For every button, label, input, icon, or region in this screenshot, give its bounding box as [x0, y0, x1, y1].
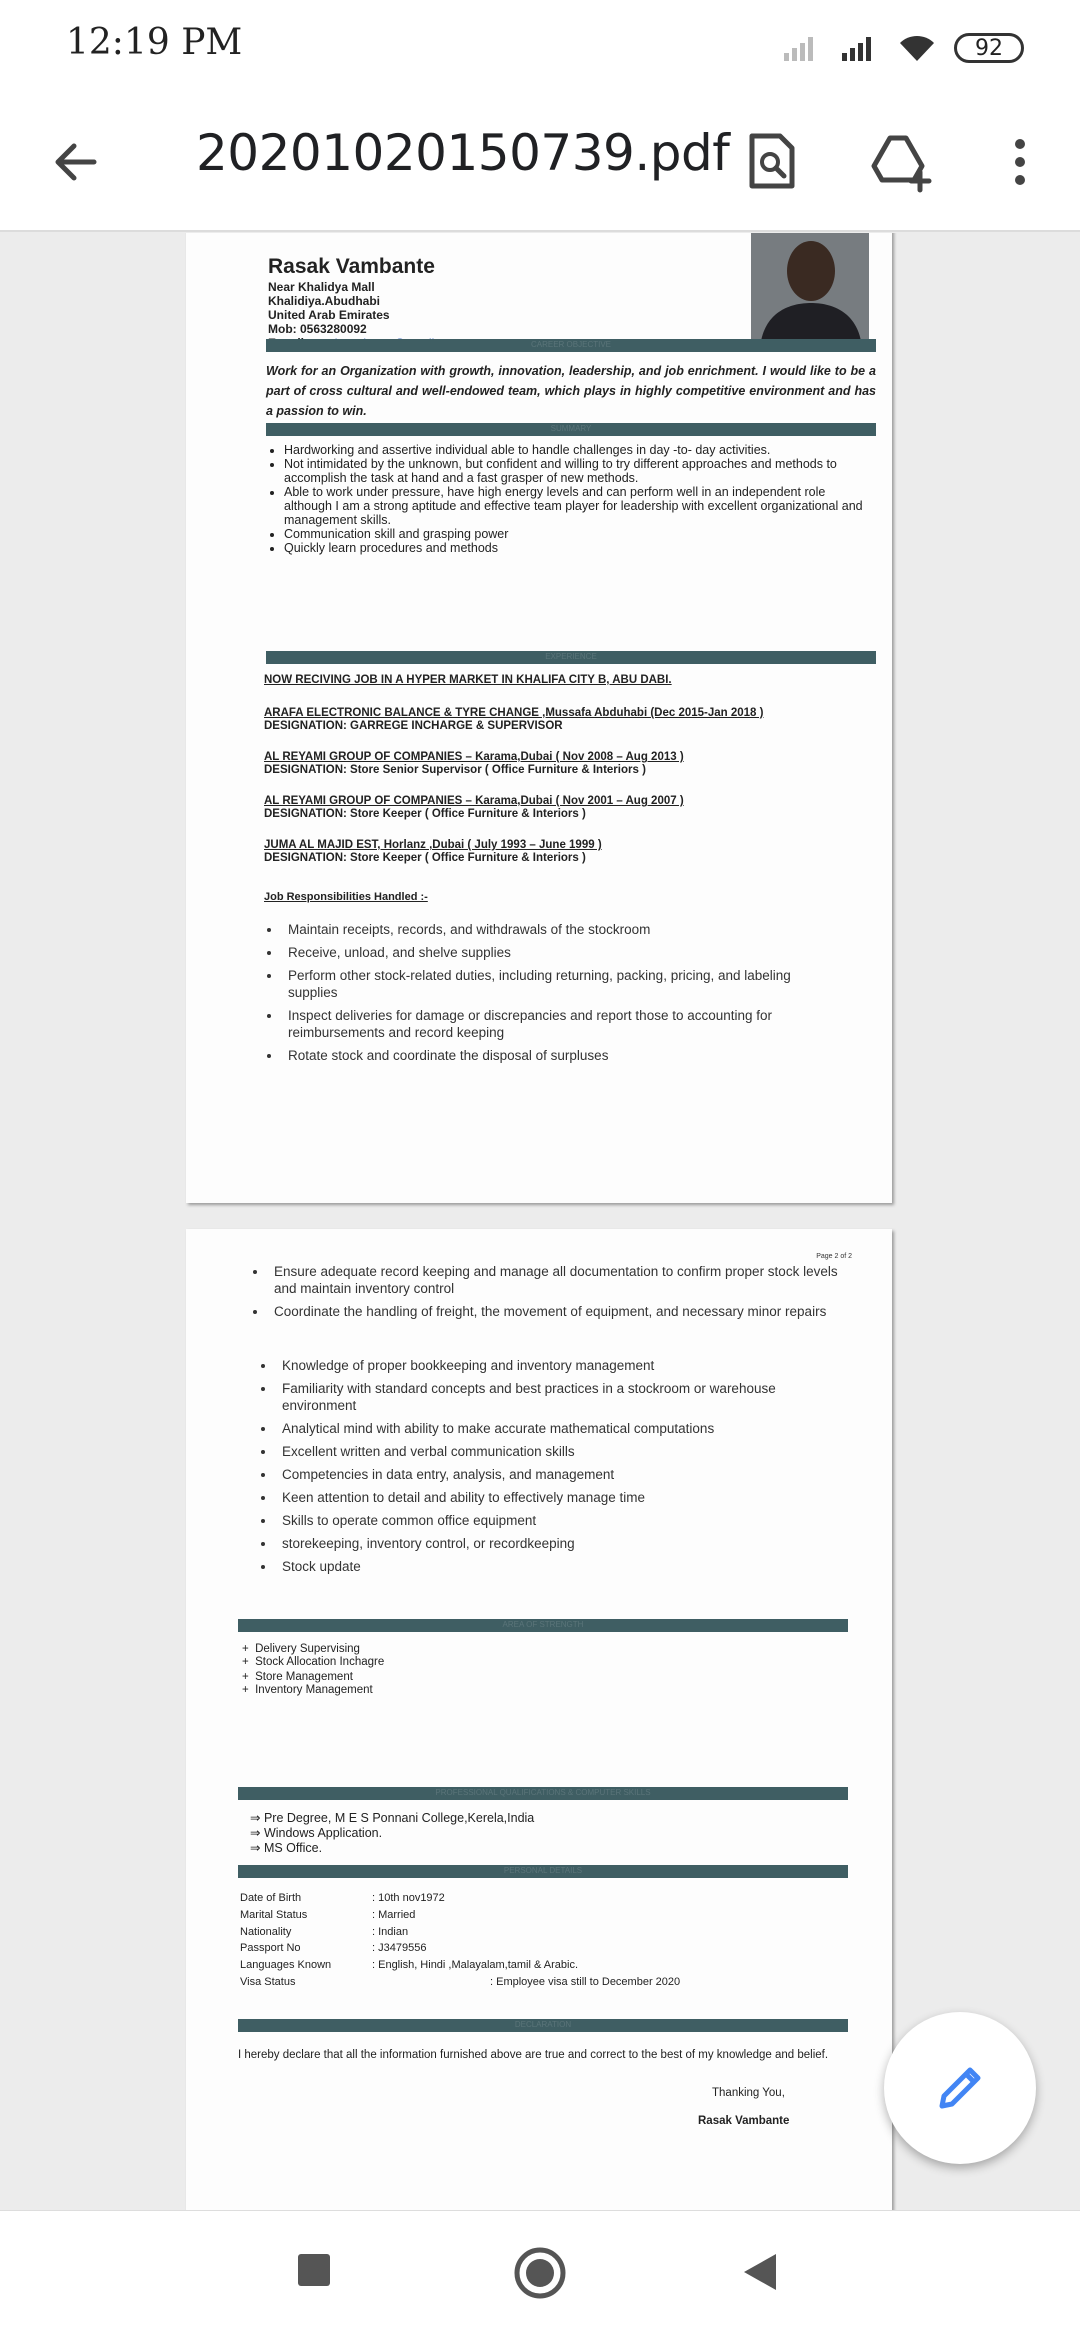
job-entry: [264, 795, 684, 821]
address-line: Khalidiya.Abudhabi: [268, 294, 381, 308]
table-row: Nationality : Indian: [240, 1925, 409, 1938]
list-item: • Coordinate the handling of freight, the movement of equipment, and necessary minor repairs: [268, 1303, 840, 1320]
list-item: • Communication skill and grasping power: [284, 527, 876, 541]
strengths-group: [242, 1671, 373, 1697]
section-band-label: AREA OF STRENGTH: [502, 1620, 584, 1629]
job-company: JUMA AL MAJID EST, Horlanz ,Dubai ( July 1993 – June 1999 ): [264, 839, 602, 851]
section-band-declaration: [238, 2019, 848, 2032]
table-row: Date of Birth : 10th nov1972: [240, 1892, 445, 1904]
back-button[interactable]: [40, 126, 112, 198]
education-list: [250, 1811, 534, 1856]
list-item: • Not intimidated by the unknown, but confident and willing to try different approaches and methods to accomplish the task at hand and a fast grasper of new methods.: [284, 457, 876, 485]
list-item: • Skills to operate common office equipment: [276, 1512, 838, 1529]
status-bar: [0, 0, 1080, 92]
job-company: AL REYAMI GROUP OF COMPANIES – Karama,Dubai ( Nov 2008 – Aug 2013 ): [264, 751, 684, 763]
job-entry: [264, 707, 763, 733]
current-job: [264, 674, 672, 687]
signal-weak-icon: [782, 33, 822, 63]
list-item: • Hardworking and assertive individual able to handle challenges in day -to- day activities.: [284, 443, 876, 457]
table-row: Marital Status : Married: [240, 1908, 416, 1921]
table-row: Visa Status : Employee visa still to December 2020: [240, 1975, 681, 1988]
system-nav-bar: [0, 2210, 1080, 2340]
signature-name: Rasak Vambante: [698, 2115, 790, 2127]
list-item: • Perform other stock-related duties, including returning, packing, pricing, and labeling supplies: [282, 967, 824, 1001]
find-in-page-button[interactable]: [736, 126, 808, 198]
recents-square-icon[interactable]: [298, 2254, 330, 2286]
job-entry: [264, 751, 684, 777]
section-band-personal: [238, 1865, 848, 1878]
person-portrait-icon: [751, 233, 869, 341]
section-band-experience: [266, 651, 876, 664]
education-item: ⇒ MS Office.: [250, 1841, 323, 1855]
status-time: 12:19 PM: [66, 22, 243, 63]
table-row: Languages Known : English, Hindi ,Malayalam,tamil & Arabic.: [240, 1959, 579, 1972]
summary-list: [266, 443, 876, 555]
section-band-career: [266, 339, 876, 352]
wifi-icon: [898, 33, 936, 63]
list-item: • Maintain receipts, records, and withdrawals of the stockroom: [282, 921, 824, 938]
list-item: • Stock update: [276, 1558, 838, 1575]
strength-item: + Delivery Supervising: [242, 1643, 360, 1655]
job-designation: DESIGNATION: Store Keeper ( Office Furniture & Interiors ): [264, 852, 586, 864]
address-line: United Arab Emirates: [268, 308, 390, 322]
status-icons: [782, 28, 1024, 68]
job-company: AL REYAMI GROUP OF COMPANIES – Karama,Dubai ( Nov 2001 – Aug 2007 ): [264, 795, 684, 807]
skills-list: [258, 1357, 838, 1581]
list-item: • Analytical mind with ability to make accurate mathematical computations: [276, 1420, 838, 1437]
list-item: • Competencies in data entry, analysis, and management: [276, 1466, 838, 1483]
list-item: • Knowledge of proper bookkeeping and inventory management: [276, 1357, 838, 1374]
job-entry: [264, 839, 602, 865]
strength-item: + Store Management: [242, 1671, 353, 1683]
list-item: • Excellent written and verbal communication skills: [276, 1443, 838, 1460]
thanks-text: Thanking You,: [712, 2087, 785, 2099]
battery-icon: [954, 33, 1024, 63]
responsibilities-list: [264, 921, 824, 1070]
section-band-label: EXPERIENCE: [545, 652, 597, 661]
applicant-name: Rasak Vambante: [268, 255, 435, 278]
list-item: • Able to work under pressure, have high energy levels and can perform well in an independent role although I am a strong aptitude and effective team player for leadership with excellent organizational and management skills.: [284, 485, 876, 527]
job-designation: DESIGNATION: Store Senior Supervisor ( Office Furniture & Interiors ): [264, 764, 646, 776]
personal-details-table: [238, 1889, 682, 1992]
list-item: • Familiarity with standard concepts and best practices in a stockroom or warehouse environment: [276, 1380, 838, 1414]
back-arrow-icon: [40, 126, 112, 198]
section-band-label: SUMMARY: [550, 424, 592, 433]
list-item: • Quickly learn procedures and methods: [284, 541, 876, 555]
section-band-label: CAREER OBJECTIVE: [530, 340, 611, 349]
education-item: ⇒ Windows Application.: [250, 1826, 383, 1840]
signal-strong-icon: [840, 33, 880, 63]
list-item: • Keen attention to detail and ability to effectively manage time: [276, 1489, 838, 1506]
current-job-text: NOW RECIVING JOB IN A HYPER MARKET IN KHALIFA CITY B, ABU DABI.: [264, 674, 672, 686]
responsibilities-heading: Job Responsibilities Handled :-: [264, 891, 428, 903]
education-item: ⇒ Pre Degree, M E S Ponnani College,Kerela,India: [250, 1811, 535, 1825]
phone-line: Mob: 0563280092: [268, 322, 367, 336]
back-triangle-icon[interactable]: [740, 2251, 780, 2293]
job-designation: DESIGNATION: GARREGE INCHARGE & SUPERVISOR: [264, 720, 563, 732]
home-circle-icon[interactable]: [512, 2245, 568, 2301]
more-vert-icon: [984, 126, 1056, 198]
edit-fab-button[interactable]: [884, 2012, 1036, 2164]
responsibilities-list-cont: [250, 1263, 840, 1326]
strengths-group: [242, 1643, 384, 1669]
app-bar: [0, 92, 1080, 232]
list-item: • storekeeping, inventory control, or recordkeeping: [276, 1535, 838, 1552]
document-title: 20201020150739.pdf: [196, 124, 730, 182]
list-item: • Rotate stock and coordinate the disposal of surpluses: [282, 1047, 824, 1064]
add-to-drive-icon: [864, 126, 936, 198]
table-row: Passport No : J3479556: [240, 1942, 427, 1955]
pdf-page-2: [186, 1229, 892, 2210]
list-item: • Ensure adequate record keeping and manage all documentation to confirm proper stock levels and maintain inventory control: [268, 1263, 840, 1297]
section-band-label: DECLARATION: [514, 2020, 572, 2029]
declaration-text: I hereby declare that all the information furnished above are true and correct to the best of my knowledge and belief.: [238, 2049, 829, 2061]
list-item: • Inspect deliveries for damage or discrepancies and report those to accounting for reimbursements and record keeping: [282, 1007, 824, 1041]
strength-item: + Inventory Management: [242, 1684, 373, 1696]
pdf-page-1: [186, 233, 892, 1203]
section-band-education: [238, 1787, 848, 1800]
list-item: • Receive, unload, and shelve supplies: [282, 944, 824, 961]
add-to-drive-button[interactable]: [864, 126, 936, 198]
page-number: Page 2 of 2: [816, 1253, 852, 1260]
job-designation: DESIGNATION: Store Keeper ( Office Furniture & Interiors ): [264, 808, 586, 820]
pdf-viewer[interactable]: [0, 233, 1080, 2210]
profile-photo: [751, 233, 869, 341]
career-objective: Work for an Organization with growth, innovation, leadership, and job enrichment. I would like to be a part of cross cultural and well-endowed team, which plays in highly competitive environment and has a passion to win.: [266, 364, 876, 418]
section-band-label: PERSONAL DETAILS: [503, 1866, 583, 1875]
section-band-summary: [266, 423, 876, 436]
section-band-strength: [238, 1619, 848, 1632]
section-band-label: PROFESSIONAL QUALIFICATIONS & COMPUTER SKILLS: [435, 1788, 651, 1797]
address-line: Near Khalidya Mall: [268, 280, 375, 294]
battery-level: 92: [975, 35, 1003, 61]
more-options-button[interactable]: [984, 126, 1056, 198]
job-company: ARAFA ELECTRONIC BALANCE & TYRE CHANGE ,Mussafa Abduhabi (Dec 2015-Jan 2018 ): [264, 707, 764, 719]
strength-item: + Stock Allocation Inchagre: [242, 1656, 385, 1668]
edit-pencil-icon: [930, 2058, 990, 2118]
find-in-page-icon: [736, 126, 808, 198]
